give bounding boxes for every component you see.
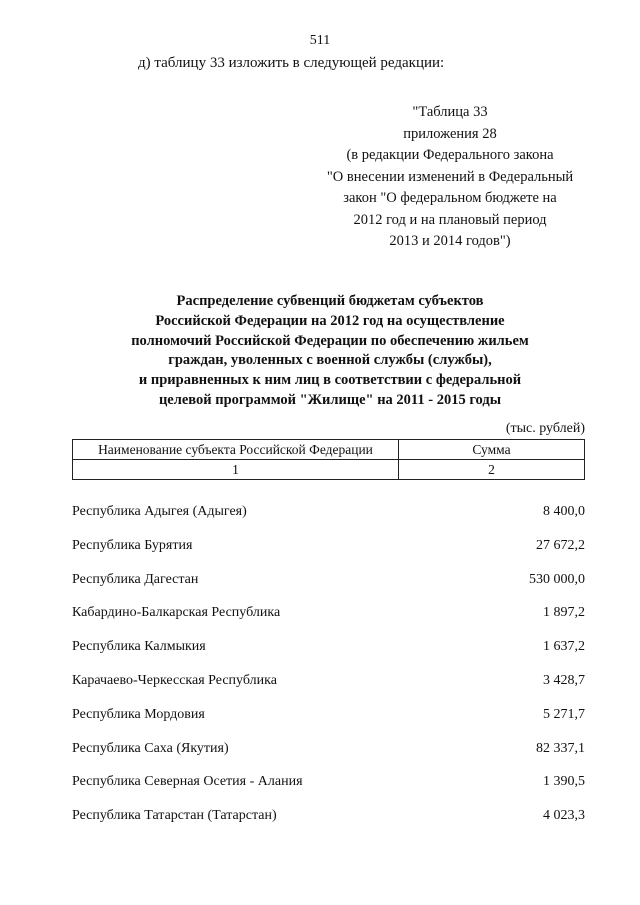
table-body	[72, 504, 585, 842]
region-amount: 3 428,7	[543, 672, 585, 688]
region-amount: 1 897,2	[543, 605, 585, 621]
table-title	[70, 292, 590, 411]
column-number-sum: 2	[399, 460, 585, 480]
appendix-caption	[300, 102, 600, 253]
table-row	[72, 707, 585, 741]
column-header-sum: Сумма	[399, 440, 585, 460]
table-row	[72, 605, 585, 639]
region-name: Карачаево-Черкесская Республика	[72, 672, 277, 688]
table-row	[72, 774, 585, 808]
region-name: Кабардино-Балкарская Республика	[72, 605, 281, 621]
region-name: Республика Северная Осетия - Алания	[72, 774, 303, 790]
units-label: (тыс. рублей)	[505, 421, 585, 436]
region-name: Республика Дагестан	[72, 571, 199, 587]
amendment-instruction: д) таблицу 33 изложить в следующей редакции:	[138, 55, 445, 71]
region-amount: 530 000,0	[529, 571, 585, 587]
title-line: Российской Федерации на 2012 год на осуществление	[155, 312, 505, 329]
table-row	[72, 673, 585, 707]
title-line: граждан, уволенных с военной службы (службы),	[168, 352, 492, 369]
appendix-line: приложения 28	[403, 125, 497, 142]
appendix-line: 2013 и 2014 годов")	[389, 233, 511, 249]
region-amount: 1 390,5	[543, 774, 585, 790]
table-row	[72, 639, 585, 673]
table-row	[72, 538, 585, 572]
region-name: Республика Адыгея (Адыгея)	[72, 504, 247, 519]
table-row	[72, 572, 585, 606]
region-amount: 82 337,1	[536, 740, 585, 756]
column-header-name: Наименование субъекта Российской Федерации	[73, 440, 399, 460]
column-number-row	[73, 460, 585, 480]
appendix-line: "О внесении изменений в Федеральный	[326, 168, 574, 185]
appendix-line: 2012 год и на плановый период	[353, 211, 547, 228]
region-name: Республика Мордовия	[72, 706, 205, 722]
title-line: Распределение субвенций бюджетам субъектов	[176, 293, 484, 309]
page-number: 511	[309, 33, 331, 48]
appendix-line: (в редакции Федерального закона	[346, 147, 554, 163]
region-name: Республика Калмыкия	[72, 639, 206, 655]
column-number-name: 1	[73, 460, 399, 480]
title-line: целевой программой "Жилище" на 2011 - 2015 годы	[158, 391, 502, 408]
title-line: полномочий Российской Федерации по обеспечению жильем	[131, 332, 529, 349]
region-name: Республика Татарстан (Татарстан)	[72, 808, 277, 824]
region-name: Республика Бурятия	[72, 537, 193, 553]
header-row	[73, 440, 585, 460]
region-name: Республика Саха (Якутия)	[72, 740, 229, 756]
region-amount: 1 637,2	[543, 639, 585, 655]
region-amount: 27 672,2	[536, 537, 585, 553]
region-amount: 4 023,3	[543, 808, 585, 824]
table-row	[72, 504, 585, 538]
title-line: и приравненных к ним лиц в соответствии с федеральной	[138, 372, 522, 389]
appendix-line: закон "О федеральном бюджете на	[343, 190, 557, 206]
region-amount: 8 400,0	[543, 504, 585, 519]
table-row	[72, 808, 585, 842]
region-amount: 5 271,7	[543, 706, 585, 722]
appendix-line: "Таблица 33	[412, 104, 488, 120]
table-row	[72, 741, 585, 775]
table-header	[72, 439, 585, 480]
